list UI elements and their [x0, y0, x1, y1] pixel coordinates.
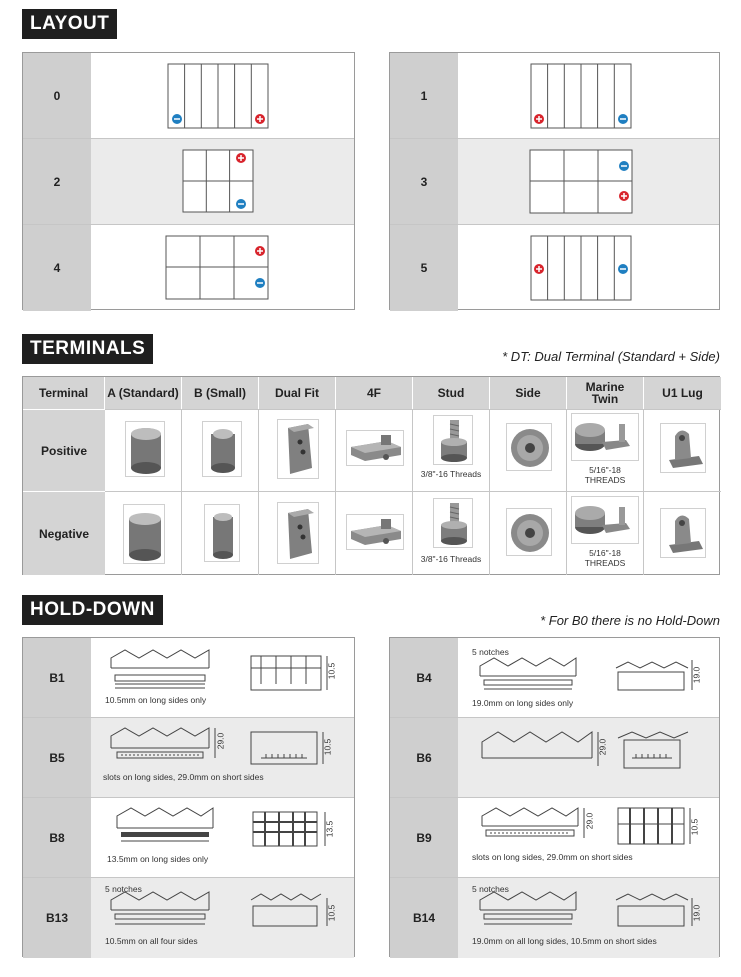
- layout-diagram: [91, 139, 354, 224]
- dimension-label: 10.5: [326, 904, 337, 922]
- holddown-caption: 10.5mm on all four sides: [105, 936, 198, 946]
- terminal-image: [346, 430, 404, 466]
- terminal-image: [277, 502, 319, 564]
- holddown-b5-drawing: [91, 718, 356, 798]
- holddown-note: * For B0 there is no Hold-Down: [540, 613, 720, 628]
- battery-layout-1: [458, 53, 721, 139]
- dual-fit-icon: [278, 503, 320, 565]
- stud-caption: 3/8"-16 Threads: [420, 554, 482, 564]
- holddown-caption: 10.5mm on long sides only: [105, 695, 207, 705]
- dimension-label-2: 10.5: [322, 738, 333, 756]
- battery-layout-5: [458, 225, 721, 311]
- terminal-image: [433, 498, 473, 548]
- layout-code: 4: [23, 225, 91, 311]
- terminal-image: [506, 423, 552, 471]
- battery-layout-0: [91, 53, 356, 139]
- dimension-label: 29.0: [597, 738, 608, 756]
- holddown-diagram: [91, 718, 354, 797]
- holddown-b13-drawing: [91, 878, 356, 958]
- col-header-stud: Stud: [413, 377, 490, 409]
- holddown-row: [23, 798, 354, 878]
- dimension-label: 29.0: [215, 732, 226, 750]
- terminal-cell: [567, 491, 644, 575]
- layout-diagram: [91, 53, 354, 138]
- layout-table-right: [389, 52, 720, 310]
- layout-diagram: [458, 225, 719, 311]
- terminal-header: Terminal: [23, 377, 105, 409]
- terminal-image: [660, 423, 706, 473]
- terminal-image: [506, 508, 552, 556]
- holddown-row: [390, 638, 719, 718]
- dimension-label: 19.0: [691, 904, 702, 922]
- holddown-b14-drawing: [458, 878, 721, 958]
- layout-row: [390, 139, 719, 225]
- layout-diagram: [458, 53, 719, 138]
- holddown-code: B13: [23, 878, 91, 958]
- terminal-cell: [413, 409, 490, 491]
- terminal-cell: [490, 409, 567, 491]
- stud-terminal-icon: [434, 416, 474, 466]
- marine-caption-2: THREADS: [584, 558, 626, 568]
- terminal-cell: [259, 409, 336, 491]
- layout-code: 1: [390, 53, 458, 138]
- holddown-diagram: [458, 638, 719, 717]
- terminal-cell: [105, 491, 182, 575]
- terminal-cell: [413, 491, 490, 575]
- layout-row: [390, 53, 719, 139]
- terminals-section-title: TERMINALS: [22, 334, 153, 364]
- terminal-cell: [105, 409, 182, 491]
- holddown-top-note: 5 notches: [472, 647, 509, 657]
- 4f-terminal-icon: [347, 431, 405, 467]
- u1-lug-icon: [661, 424, 707, 474]
- standard-post-icon: [126, 422, 166, 478]
- col-header-b-small: B (Small): [182, 377, 259, 409]
- marine-caption-2: THREADS: [584, 475, 626, 485]
- dual-fit-icon: [278, 420, 320, 480]
- terminal-cell: [644, 409, 721, 491]
- col-header-marine-twin: Marine Twin: [567, 377, 644, 409]
- terminal-cell: [567, 409, 644, 491]
- marine-caption-1: 5/16"-18: [589, 465, 621, 475]
- terminal-image: [433, 415, 473, 465]
- dimension-label: 13.5: [324, 820, 335, 838]
- holddown-row: [23, 638, 354, 718]
- holddown-table-left: [22, 637, 355, 957]
- holddown-caption: 19.0mm on all long sides, 10.5mm on short sides: [472, 936, 657, 946]
- holddown-diagram: [458, 798, 719, 877]
- col-header-u1-lug: U1 Lug: [644, 377, 721, 409]
- battery-layout-4: [91, 225, 356, 311]
- holddown-b6-drawing: [458, 718, 721, 798]
- battery-layout-3: [458, 139, 721, 225]
- layout-section-title: LAYOUT: [22, 9, 117, 39]
- layout-code: 2: [23, 139, 91, 224]
- u1-lug-icon: [661, 509, 707, 559]
- holddown-diagram: [458, 878, 719, 958]
- holddown-code: B9: [390, 798, 458, 877]
- terminal-image: [571, 413, 639, 461]
- holddown-b8-drawing: [91, 798, 356, 878]
- holddown-code: B14: [390, 878, 458, 958]
- stud-terminal-icon: [434, 499, 474, 549]
- terminal-image: [204, 504, 240, 562]
- terminal-cell: [336, 409, 413, 491]
- side-terminal-icon: [507, 509, 553, 557]
- terminal-image: [202, 421, 242, 477]
- terminal-image: [277, 419, 319, 479]
- holddown-diagram: [91, 798, 354, 877]
- terminals-table: [22, 376, 720, 575]
- layout-row: [390, 225, 719, 311]
- terminal-cell: [259, 491, 336, 575]
- marine-caption-1: 5/16"-18: [589, 548, 621, 558]
- holddown-diagram: [91, 878, 354, 958]
- terminals-note: * DT: Dual Terminal (Standard + Side): [502, 349, 720, 364]
- col-header-side: Side: [490, 377, 567, 409]
- holddown-code: B5: [23, 718, 91, 797]
- terminal-cell: [182, 491, 259, 575]
- layout-row: [23, 53, 354, 139]
- layout-diagram: [458, 139, 719, 224]
- holddown-diagram: [458, 718, 719, 797]
- terminal-cell: [182, 409, 259, 491]
- holddown-code: B6: [390, 718, 458, 797]
- holddown-caption: slots on long sides, 29.0mm on short sides: [103, 772, 264, 782]
- small-post-icon: [203, 422, 243, 478]
- terminal-cell: [490, 491, 567, 575]
- terminal-image: [660, 508, 706, 558]
- holddown-b1-drawing: [91, 638, 356, 718]
- dimension-label: 19.0: [691, 666, 702, 684]
- holddown-row: [390, 798, 719, 878]
- terminal-cell: [336, 491, 413, 575]
- holddown-code: B4: [390, 638, 458, 717]
- holddown-row: [390, 878, 719, 958]
- row-label-negative: Negative: [23, 491, 105, 575]
- holddown-row: [23, 878, 354, 958]
- holddown-top-note: 5 notches: [472, 884, 509, 894]
- holddown-table-right: [389, 637, 720, 957]
- terminal-image: [571, 496, 639, 544]
- marine-twin-icon: [572, 414, 640, 462]
- terminal-image: [123, 504, 165, 564]
- col-header-4f: 4F: [336, 377, 413, 409]
- 4f-terminal-icon: [347, 515, 405, 551]
- holddown-section-title: HOLD-DOWN: [22, 595, 163, 625]
- holddown-b9-drawing: [458, 798, 721, 878]
- layout-table-left: [22, 52, 355, 310]
- dimension-label: 10.5: [326, 662, 337, 680]
- stud-caption: 3/8"-16 Threads: [420, 469, 482, 479]
- terminal-image: [346, 514, 404, 550]
- col-header-a-standard: A (Standard): [105, 377, 182, 409]
- layout-code: 5: [390, 225, 458, 311]
- col-header-dual-fit: Dual Fit: [259, 377, 336, 409]
- side-terminal-icon: [507, 424, 553, 472]
- holddown-top-note: 5 notches: [105, 884, 142, 894]
- layout-diagram: [91, 225, 354, 311]
- layout-code: 3: [390, 139, 458, 224]
- marine-twin-icon: [572, 497, 640, 545]
- terminal-image: [125, 421, 165, 477]
- dimension-label-2: 10.5: [689, 818, 700, 836]
- layout-row: [23, 225, 354, 311]
- row-label-positive: Positive: [23, 409, 105, 491]
- holddown-code: B8: [23, 798, 91, 877]
- small-post-icon: [205, 505, 241, 563]
- holddown-code: B1: [23, 638, 91, 717]
- battery-layout-2: [91, 139, 356, 225]
- holddown-row: [390, 718, 719, 798]
- holddown-caption: 13.5mm on long sides only: [107, 854, 209, 864]
- holddown-caption: 19.0mm on long sides only: [472, 698, 574, 708]
- holddown-row: [23, 718, 354, 798]
- layout-row: [23, 139, 354, 225]
- dimension-label: 29.0: [584, 812, 595, 830]
- holddown-caption: slots on long sides, 29.0mm on short sides: [472, 852, 633, 862]
- standard-post-icon: [124, 505, 166, 565]
- holddown-diagram: [91, 638, 354, 717]
- terminal-cell: [644, 491, 721, 575]
- layout-code: 0: [23, 53, 91, 138]
